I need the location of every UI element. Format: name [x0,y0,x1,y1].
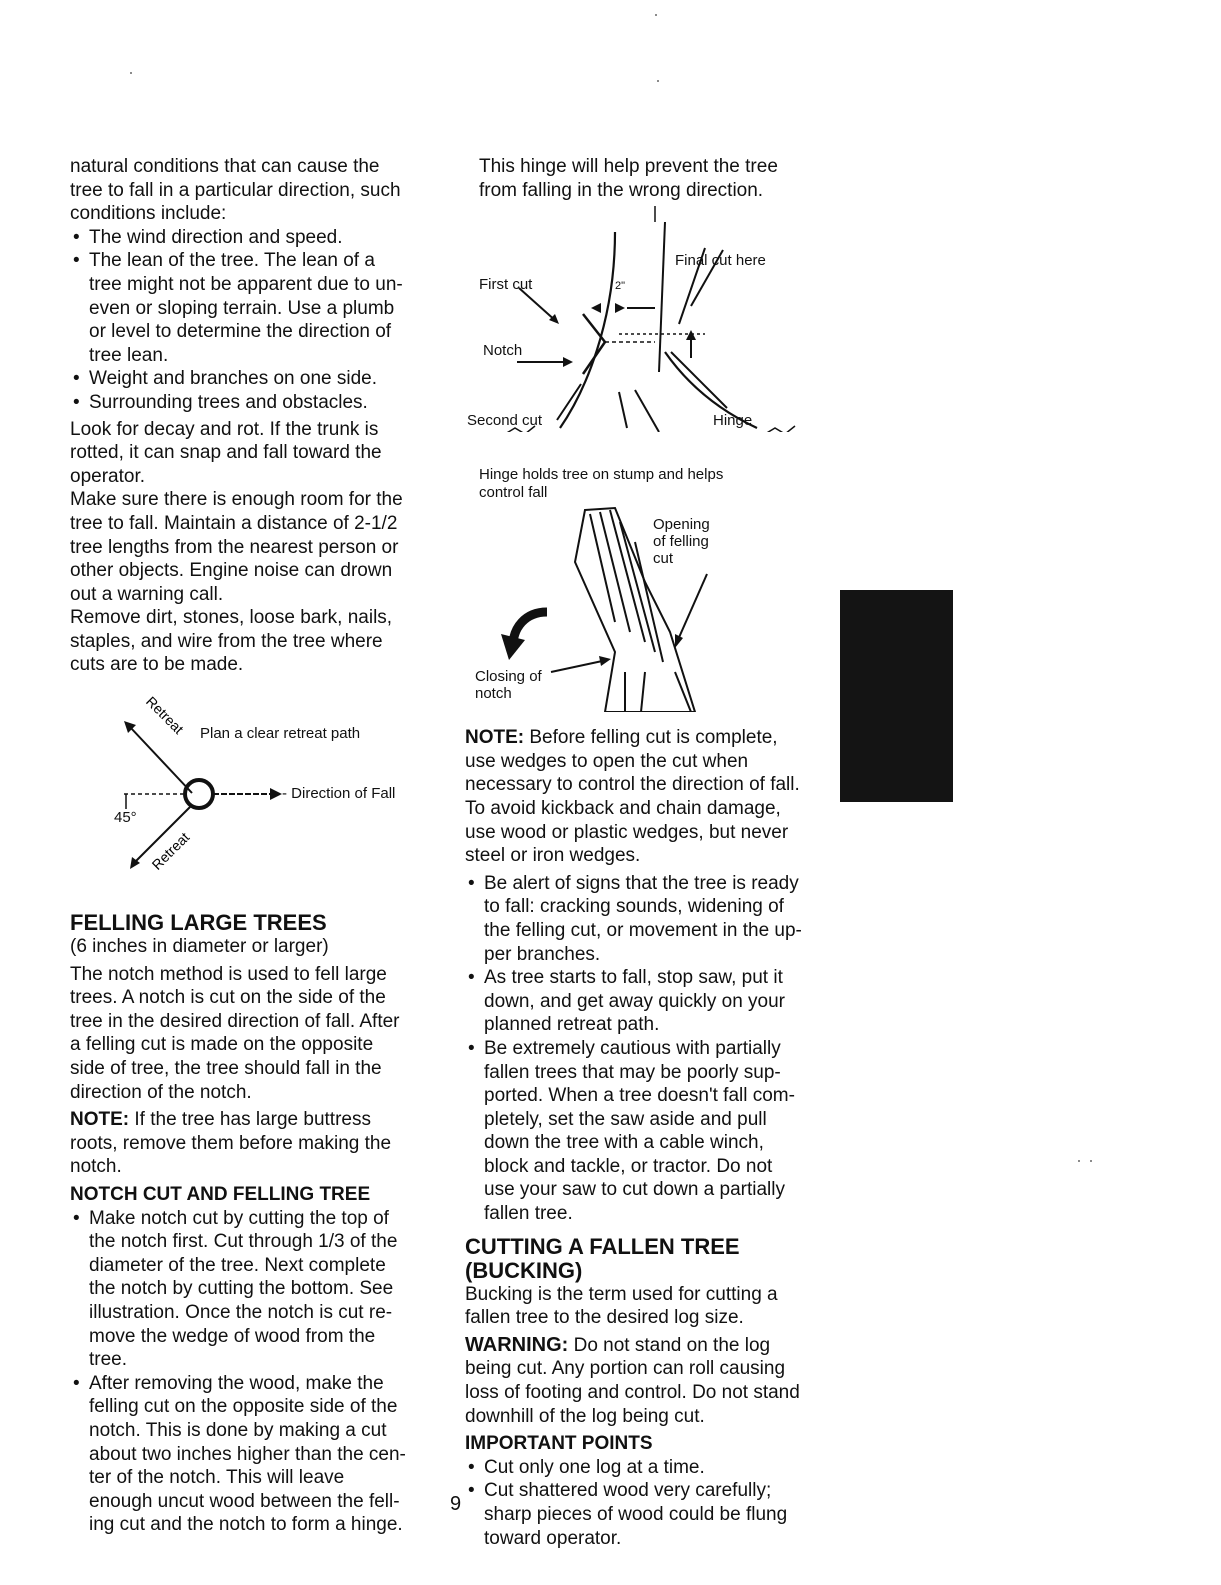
conditions-list [70,226,455,415]
scan-speck [1090,1160,1092,1162]
list-item: • As tree starts to fall, stop saw, put it down, and get away quickly on your planned retreat path. [465,966,845,1037]
retreat-label-bottom: Retreat [148,829,193,873]
list-item: • Be extremely cautious with partially fallen trees that may be poorly sup- ported. When a tree doesn't fall com- pletely, set the saw aside and pull down the tree with a cable winch, block and tackle, or tractor. Do not use your saw to cut down a partially fallen tree. [465,1037,845,1226]
retreat-label-top: Retreat [143,693,187,738]
scan-speck [1078,1160,1080,1162]
right-column [465,155,845,1550]
list-item: • Weight and branches on one side. [70,367,455,391]
remove-paragraph: Remove dirt, stones, loose bark, nails, staples, and wire from the tree where cuts are to be made. [70,607,393,676]
decay-paragraph: Look for decay and rot. If the trunk is rotted, it can snap and fall toward the operator. [70,418,382,487]
list-item: • Make notch cut by cutting the top of the notch first. Cut through 1/3 of the diameter of the tree. Next complete the notch by cutting the bottom. See illustration. Once the notch is cut re- move the wedge of wood from the tree. [70,1207,455,1372]
list-item: • Cut shattered wood very carefully; sharp pieces of wood could be flung toward operator. [465,1479,845,1550]
notch-method-paragraph: The notch method is used to fell large trees. A notch is cut on the side of the tree in the desired direction of fall. After a felling cut is made on the opposite side of tree, the tree should fall in the direction of the notch. [70,963,400,1103]
bucking-heading: (BUCKING) [465,1257,583,1283]
cutting-fallen-tree-heading: CUTTING A FALLEN TREE [465,1233,740,1259]
notch-steps-list [70,1207,455,1537]
list-item: • Cut only one log at a time. [465,1456,845,1480]
felling-heading: FELLING LARGE TREES [70,910,327,936]
left-column [70,155,455,1537]
opening-label: Opening of felling cut [653,516,710,568]
notch-cut-heading: NOTCH CUT AND FELLING TREE [70,1184,371,1205]
important-points-heading: IMPORTANT POINTS [465,1433,653,1455]
felling-subtitle: (6 inches in diameter or larger) [70,936,329,958]
scan-speck [657,80,659,82]
direction-of-fall-label: - Direction of Fall [282,785,396,803]
list-item: • The lean of the tree. The lean of a tree might not be apparent due to un- even or sloping terrain. Use a plumb or level to determine the direction of tree lean. [70,249,455,367]
fall-safety-list [465,872,845,1226]
list-item: • Be alert of signs that the tree is ready to fall: cracking sounds, widening of the felling cut, or movement in the up- per branches. [465,872,845,966]
list-item: • The wind direction and speed. [70,226,455,250]
two-inch-label: 2" [615,280,626,293]
notch-cut-figure [465,202,845,432]
final-cut-label: Final cut here [675,252,766,270]
retreat-path-figure [70,691,455,901]
wedges-note: NOTE: Before felling cut is complete, use wedges to open the cut when necessary to control the direction of fall. To avoid kickback and chain damage, use wood or plastic wedges, but never steel or iron wedges. [465,727,800,867]
list-item: • After removing the wood, make the felling cut on the opposite side of the notch. This is done by making a cut about two inches higher than the cen- ter of the notch. This will leave enough uncut wood between the fell- ing cut and the notch to form a hinge. [70,1372,455,1537]
intro-paragraph: natural conditions that can cause the tree to fall in a particular direction, such conditions include: [70,156,401,225]
plan-retreat-label: Plan a clear retreat path [200,725,361,743]
page-number: 9 [450,1493,462,1515]
hinge-label: Hinge [713,412,753,430]
buttress-note: NOTE: If the tree has large buttress roots, remove them before making the notch. [70,1109,392,1178]
retreat-diagram [70,691,455,901]
warning-paragraph: WARNING: Do not stand on the log being cut. Any portion can roll causing loss of footing and control. Do not stand downhill of the log being cut. [465,1333,800,1427]
notch-cut-diagram [465,202,845,432]
hinge-caption: Hinge holds tree on stump and helps control fall [479,466,724,502]
closing-label: Closing of notch [475,668,542,703]
angle-label: 45° [114,809,137,827]
section-tab [840,590,953,802]
hinge-paragraph: This hinge will help prevent the tree from falling in the wrong direction. [479,156,778,201]
bucking-paragraph: Bucking is the term used for cutting a fallen tree to the desired log size. [465,1283,778,1329]
scan-speck [130,72,132,74]
room-paragraph: Make sure there is enough room for the tree to fall. Maintain a distance of 2-1/2 tree lengths from the nearest person or other objects. Engine noise can drown out a warning call. [70,489,403,605]
important-points-list [465,1456,845,1550]
second-cut-label: Second cut [467,412,543,430]
notch-label: Notch [483,342,523,360]
falling-tree-figure [465,502,845,712]
scan-speck [655,14,657,16]
first-cut-label: First cut [479,276,533,294]
list-item: • Surrounding trees and obstacles. [70,391,455,415]
